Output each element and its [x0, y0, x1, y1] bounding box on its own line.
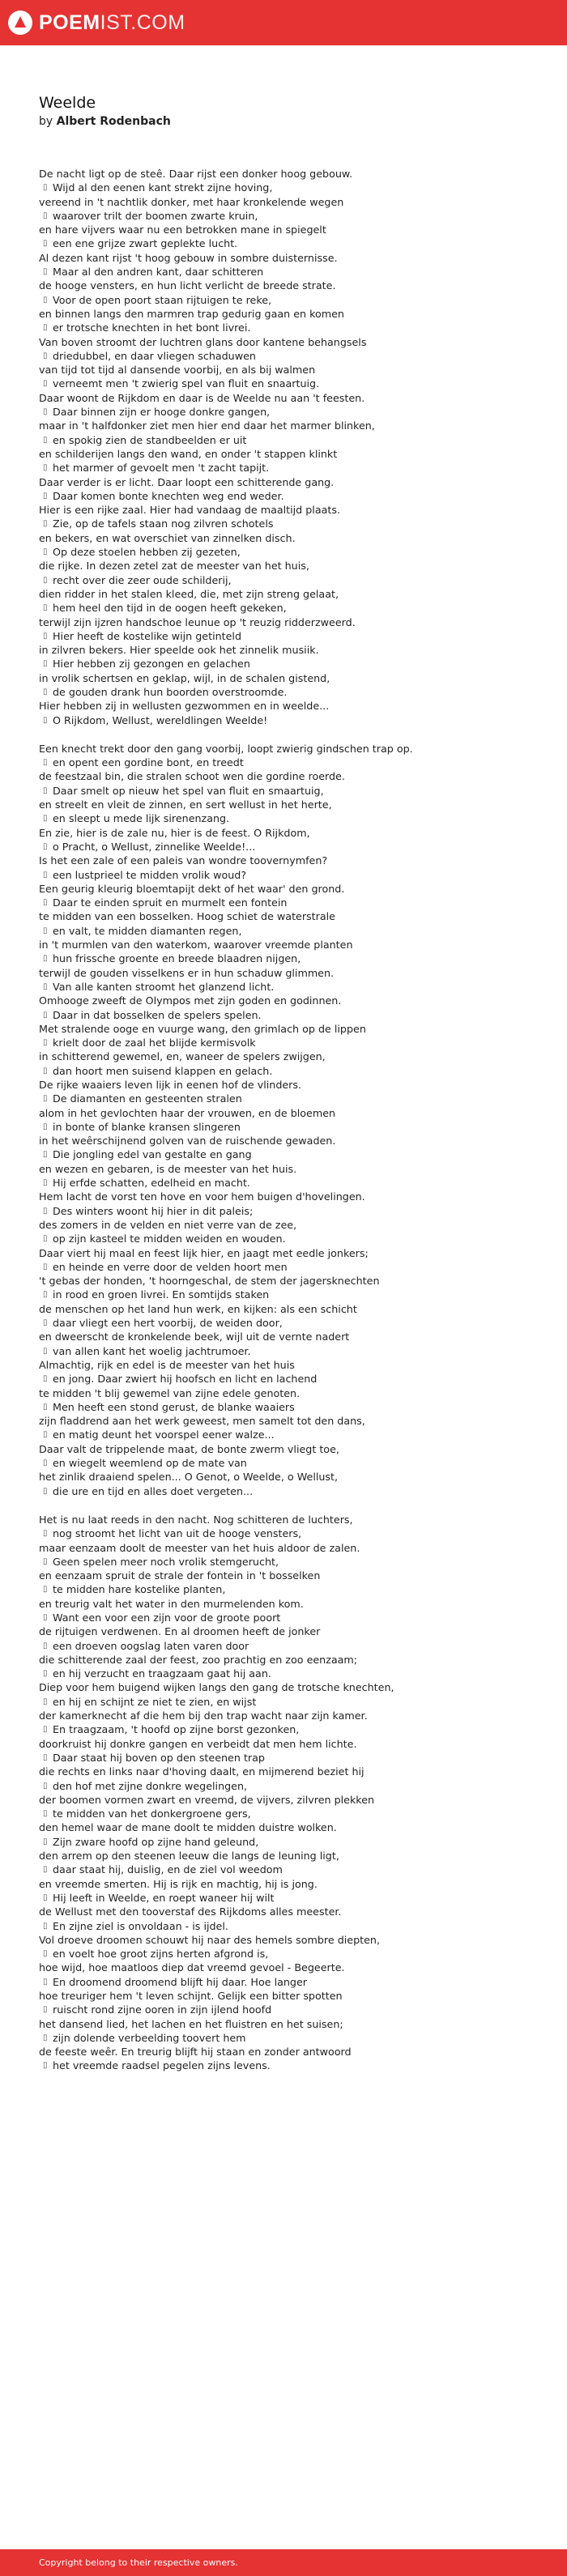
poem-line: te midden 't blij gewemel van zijne edele genoten.: [39, 1386, 301, 1399]
poem-line: Daar verder is er licht. Daar loopt een schitterende gang.: [39, 475, 335, 488]
poem-stanza: [39, 742, 541, 1498]
poem-line: ▯ een ene grijze zwart geplekte lucht.: [39, 236, 541, 250]
poem-line: ▯ Daar staat hij boven op den steenen trap: [39, 1751, 541, 1765]
logo-text-bold: POEM: [39, 11, 100, 34]
poem-line: Daar viert hij maal en feest lijk hier, en jaagt met eedle jonkers;: [39, 1246, 369, 1259]
poem-title: Weelde: [39, 94, 96, 112]
poem-line: de feestzaal bin, die stralen schoot wen die gordine roerde.: [39, 770, 345, 783]
poem-line: en schilderijen langs den wand, en onder 't stappen klinkt: [39, 447, 338, 460]
poem-line: ▯ Zijn zware hoofd op zijne hand geleund,: [39, 1835, 541, 1849]
poem-line: dien ridder in het stalen kleed, die, met zijn streng gelaat,: [39, 587, 339, 600]
poem-line: ▯ in bonte of blanke kransen slingeren: [39, 1120, 541, 1134]
poem-line: ▯ en hij verzucht en traagzaam gaat hij aan.: [39, 1667, 541, 1680]
poem-line: ▯ Daar binnen zijn er hooge donkre gangen,: [39, 405, 541, 419]
poem-line: ▯ Want een voor een zijn voor de groote poort: [39, 1611, 541, 1624]
poem-line: in 't murmlen van den waterkom, waarover vreemde planten: [39, 939, 353, 952]
poem-line: zijn fladdrend aan het werk geweest, men samelt tot den dans,: [39, 1415, 365, 1428]
poem-line: en bekers, en wat overschiet van zinnelken disch.: [39, 531, 296, 544]
poem-line: ▯ die ure en tijd en alles doet vergeten...: [39, 1484, 541, 1498]
poem-line: terwijl de gouden visselkens er in hun schaduw glimmen.: [39, 966, 335, 979]
poem-line: ▯ recht over die zeer oude schilderij,: [39, 573, 541, 587]
poem-line: ▯ van allen kant het woelig jachtrumoer.: [39, 1344, 541, 1358]
poem-line: Al dezen kant rijst 't hoog gebouw in sombre duisternisse.: [39, 251, 338, 264]
poem-line: in zilvren bekers. Hier speelde ook het zinnelik musiik.: [39, 644, 319, 657]
poem-line: ▯ de gouden drank hun boorden overstroomde.: [39, 685, 541, 699]
poem-line: ▯ zijn dolende verbeelding toovert hem: [39, 2031, 541, 2045]
poem-line: des zomers in de velden en niet verre van de zee,: [39, 1218, 297, 1231]
poem-line: Van boven stroomt der luchtren glans door kantene behangsels: [39, 335, 367, 348]
poem-line: ▯ Des winters woont hij hier in dit paleis;: [39, 1204, 541, 1218]
poem-line: in schitterend gewemel, en, waneer de spelers zwijgen,: [39, 1050, 326, 1063]
poem-line: in vrolik schertsen en geklap, wijl, in de schalen gistend,: [39, 671, 330, 684]
poem-line: ▯ in rood en groen livrei. En somtijds staken: [39, 1288, 541, 1301]
poem-line: ▯ en wiegelt weemlend op de mate van: [39, 1456, 541, 1470]
poem-line: alom in het gevlochten haar der vrouwen, en de bloemen: [39, 1106, 336, 1119]
poem-line: ▯ o Pracht, o Wellust, zinnelike Weelde!...: [39, 840, 541, 854]
logo-text-light: IST.COM: [100, 11, 185, 34]
poem-line: ▯ en opent een gordine bont, en treedt: [39, 756, 541, 769]
poem-line: hoe wijd, hoe maatloos diep dat vreemd gevoel - Begeerte.: [39, 1961, 345, 1974]
poem-line: ▯ krielt door de zaal het blijde kermisvolk: [39, 1036, 541, 1050]
poem-line: ▯ nog stroomt het licht van uit de hooge vensters,: [39, 1526, 541, 1540]
poem-line: ▯ Voor de open poort staan rijtuigen te reke,: [39, 293, 541, 307]
byline: [39, 113, 541, 130]
poem-line: te midden van een bosselken. Hoog schiet de waterstrale: [39, 910, 335, 923]
byline-prefix: by: [39, 115, 53, 128]
poem-line: die rechts en links naar d'hoving daalt, en mijmerend beziet hij: [39, 1765, 364, 1778]
poem-line: in het weêrschijnend golven van de ruischende gewaden.: [39, 1135, 336, 1147]
poem-line: maar in 't halfdonker ziet men hier end daar het marmer blinken,: [39, 419, 375, 432]
poem-line: ▯ Maar al den andren kant, daar schitteren: [39, 265, 541, 279]
poem-line: Diep voor hem buigend wijken langs den gang de trotsche knechten,: [39, 1681, 394, 1694]
poem-line: ▯ Op deze stoelen hebben zij gezeten,: [39, 545, 541, 559]
site-footer: [0, 2549, 567, 2576]
poem-body: [39, 167, 541, 2073]
poem-line: Een knecht trekt door den gang voorbij, loopt zwierig gindschen trap op.: [39, 742, 413, 755]
poem-line: Hem lacht de vorst ten hove en voor hem buigen d'hovelingen.: [39, 1190, 365, 1203]
poem-line: ▯ De diamanten en gesteenten stralen: [39, 1092, 541, 1105]
poem-line: ▯ het vreemde raadsel pegelen zijns levens.: [39, 2059, 541, 2072]
poem-line: ▯ en valt, te midden diamanten regen,: [39, 924, 541, 938]
poem-line: de menschen op het land hun werk, en kijken: als een schicht: [39, 1302, 357, 1315]
poem-line: der boomen vormen zwart en vreemd, de vijvers, zilvren plekken: [39, 1793, 375, 1806]
poem-line: ▯ Hier hebben zij gezongen en gelachen: [39, 657, 541, 671]
copyright-text: Copyright belong to their respective owners.: [39, 2557, 238, 2568]
poem-line: ▯ Men heeft een stond gerust, de blanke waaiers: [39, 1400, 541, 1414]
poem-line: vereend in 't nachtlik donker, met haar kronkelende wegen: [39, 195, 344, 208]
poem-line: ▯ te midden van het donkergroene gers,: [39, 1807, 541, 1820]
poem-line: Hier is een rijke zaal. Hier had vandaag de maaltijd plaats.: [39, 504, 340, 517]
poem-line: ▯ daar vliegt een hert voorbij, de weiden door,: [39, 1316, 541, 1330]
poem-line: En zie, hier is de zale nu, hier is de feest. O Rijkdom,: [39, 826, 310, 839]
poem-line: en hare vijvers waar nu een betrokken mane in spiegelt: [39, 224, 326, 236]
poem-line: de Wellust met den tooverstaf des Rijkdoms alles meester.: [39, 1905, 342, 1918]
poem-line: Het is nu laat reeds in den nacht. Nog schitteren de luchters,: [39, 1513, 353, 1526]
poem-line: Met stralende ooge en vuurge wang, den grimlach op de lippen: [39, 1022, 366, 1035]
poem-line: ▯ hem heel den tijd in de oogen heeft gekeken,: [39, 601, 541, 615]
poem-line: en eenzaam spruit de strale der fontein in 't bosselken: [39, 1569, 321, 1582]
poem-line: ▯ daar staat hij, duislig, en de ziel vol weedom: [39, 1863, 541, 1876]
poem-line: 't gebas der honden, 't hoorngeschal, de stem der jagersknechten: [39, 1275, 380, 1288]
poem-line: ▯ een lustprieel te midden vrolik woud?: [39, 868, 541, 882]
poem-line: en streelt en vleit de zinnen, en sert wellust in het herte,: [39, 798, 332, 811]
poem-line: ▯ verneemt men 't zwierig spel van fluit en snaartuig.: [39, 377, 541, 390]
poem-line: de feeste weêr. En treurig blijft hij staan en zonder antwoord: [39, 2046, 352, 2059]
poem-line: ▯ Hij leeft in Weelde, en roept waneer hij wilt: [39, 1891, 541, 1905]
poem-line: doorkruist hij donkre gangen en verbeidt dat men hem lichte.: [39, 1737, 357, 1750]
logo-text: [39, 11, 185, 35]
poem-content: [39, 94, 541, 2088]
poem-line: ▯ O Rijkdom, Wellust, wereldlingen Weelde!: [39, 713, 541, 727]
poem-line: ▯ waarover trilt der boomen zwarte kruin,: [39, 209, 541, 223]
poem-line: van tijd tot tijd al dansende voorbij, en als bij walmen: [39, 364, 316, 377]
poem-line: ▯ en voelt hoe groot zijns herten afgrond is,: [39, 1947, 541, 1961]
author-link[interactable]: Albert Rodenbach: [56, 115, 171, 128]
poem-line: ▯ Van alle kanten stroomt het glanzend licht.: [39, 980, 541, 994]
poem-line: Daar valt de trippelende maat, de bonte zwerm vliegt toe,: [39, 1442, 339, 1455]
poem-line: ▯ het marmer of gevoelt men 't zacht tapijt.: [39, 461, 541, 475]
poem-line: Vol droeve droomen schouwt hij naar des hemels sombre diepten,: [39, 1933, 380, 1946]
poem-line: ▯ driedubbel, en daar vliegen schaduwen: [39, 349, 541, 363]
poem-line: Almachtig, rijk en edel is de meester van het huis: [39, 1358, 295, 1371]
poem-line: de hooge vensters, en hun licht verlicht de breede strate.: [39, 279, 336, 292]
poem-line: ▯ en jong. Daar zwiert hij hoofsch en licht en lachend: [39, 1372, 541, 1386]
poem-line: ▯ En droomend droomend blijft hij daar. Hoe langer: [39, 1975, 541, 1989]
poem-line: ▯ En zijne ziel is onvoldaan - is ijdel.: [39, 1919, 541, 1933]
poem-line: en binnen langs den marmren trap gedurig gaan en komen: [39, 307, 344, 320]
poem-line: ▯ Zie, op de tafels staan nog zilvren schotels: [39, 517, 541, 530]
poem-line: ▯ en hij en schijnt ze niet te zien, en wijst: [39, 1695, 541, 1709]
poem-line: die schitterende zaal der feest, zoo prachtig en zoo eenzaam;: [39, 1653, 358, 1666]
poem-line: ▯ Hij erfde schatten, edelheid en macht.: [39, 1176, 541, 1190]
poem-line: ▯ Daar komen bonte knechten weg end weder.: [39, 489, 541, 503]
poem-stanza: [39, 1513, 541, 2073]
poem-line: ▯ dan hoort men suisend klappen en gelach.: [39, 1064, 541, 1078]
poem-line: ▯ er trotsche knechten in het bont livrei.: [39, 321, 541, 334]
poem-line: ▯ Wijd al den eenen kant strekt zijne hoving,: [39, 181, 541, 194]
poem-line: en treurig valt het water in den murmelenden kom.: [39, 1597, 304, 1610]
poem-line: ▯ Hier heeft de kostelike wijn getinteld: [39, 629, 541, 643]
poem-line: maar eenzaam doolt de meester van het huis aldoor de zalen.: [39, 1541, 360, 1554]
poem-line: ▯ En traagzaam, 't hoofd op zijne borst gezonken,: [39, 1722, 541, 1736]
poem-line: het zinlik draaiend spelen... O Genot, o Weelde, o Wellust,: [39, 1471, 339, 1484]
poem-line: ▯ den hof met zijne donkre wegelingen,: [39, 1779, 541, 1793]
poem-line: De nacht ligt op de steê. Daar rijst een donker hoog gebouw.: [39, 168, 353, 180]
poem-line: ▯ Die jongling edel van gestalte en gang: [39, 1147, 541, 1161]
poem-line: ▯ hun frissche groente en breede blaadren nijgen,: [39, 952, 541, 965]
poem-line: hoe treuriger hem 't leven schijnt. Gelijk een bitter spotten: [39, 1990, 343, 2002]
logo-icon: [8, 11, 32, 35]
poem-line: terwijl zijn ijzren handschoe leunue op 't reuzig ridderzweerd.: [39, 615, 356, 628]
poem-line: Omhooge zweeft de Olympos met zijn goden en godinnen.: [39, 994, 342, 1007]
poem-line: der kamerknecht af die hem bij den trap wacht naar zijn kamer.: [39, 1710, 368, 1722]
poem-line: ▯ en sleept u mede lijk sirenenzang.: [39, 811, 541, 825]
poem-line: het dansend lied, het lachen en het fluistren en het suisen;: [39, 2017, 343, 2030]
poem-line: ▯ en heinde en verre door de velden hoort men: [39, 1260, 541, 1274]
poem-line: die rijke. In dezen zetel zat de meester van het huis,: [39, 560, 309, 573]
poem-line: ▯ Daar smelt op nieuw het spel van fluit en smaartuig,: [39, 784, 541, 798]
site-logo[interactable]: [0, 11, 185, 35]
site-header: [0, 0, 567, 45]
poem-line: ▯ te midden hare kostelike planten,: [39, 1582, 541, 1596]
poem-stanza: [39, 167, 541, 727]
poem-line: ▯ en spokig zien de standbeelden er uit: [39, 433, 541, 447]
poem-line: ▯ Daar te einden spruit en murmelt een fontein: [39, 896, 541, 909]
poem-line: Is het een zale of een paleis van wondre toovernymfen?: [39, 854, 328, 867]
poem-line: den hemel waar de mane doolt te midden duistre wolken.: [39, 1821, 337, 1834]
poem-line: ▯ ruischt rond zijne ooren in zijn ijlend hoofd: [39, 2003, 541, 2016]
poem-line: ▯ Daar in dat bosselken de spelers spelen.: [39, 1008, 541, 1022]
poem-line: Daar woont de Rijkdom en daar is de Weelde nu aan 't feesten.: [39, 391, 365, 404]
poem-line: en vreemde smerten. Hij is rijk en machtig, hij is jong.: [39, 1877, 318, 1890]
poem-line: ▯ Geen spelen meer noch vrolik stemgerucht,: [39, 1555, 541, 1569]
poem-line: de rijtuigen verdwenen. En al droomen heeft de jonker: [39, 1625, 321, 1638]
poem-line: en wezen en gebaren, is de meester van het huis.: [39, 1162, 297, 1175]
poem-line: ▯ op zijn kasteel te midden weiden en wouden.: [39, 1232, 541, 1245]
poem-line: en dweerscht de kronkelende beek, wijl uit de vernte nadert: [39, 1331, 350, 1343]
poem-line: den arrem op den steenen leeuw die langs de leuning ligt,: [39, 1850, 339, 1863]
poem-line: ▯ en matig deunt het voorspel eener walze...: [39, 1428, 541, 1441]
poem-line: ▯ een droeven oogslag laten varen door: [39, 1639, 541, 1653]
poem-line: Hier hebben zij in wellusten gezwommen en in weelde...: [39, 700, 330, 713]
poem-line: Een geurig kleurig bloemtapijt dekt of het waar' den grond.: [39, 882, 345, 895]
poem-line: De rijke waaiers leven lijk in eenen hof de vlinders.: [39, 1079, 302, 1091]
